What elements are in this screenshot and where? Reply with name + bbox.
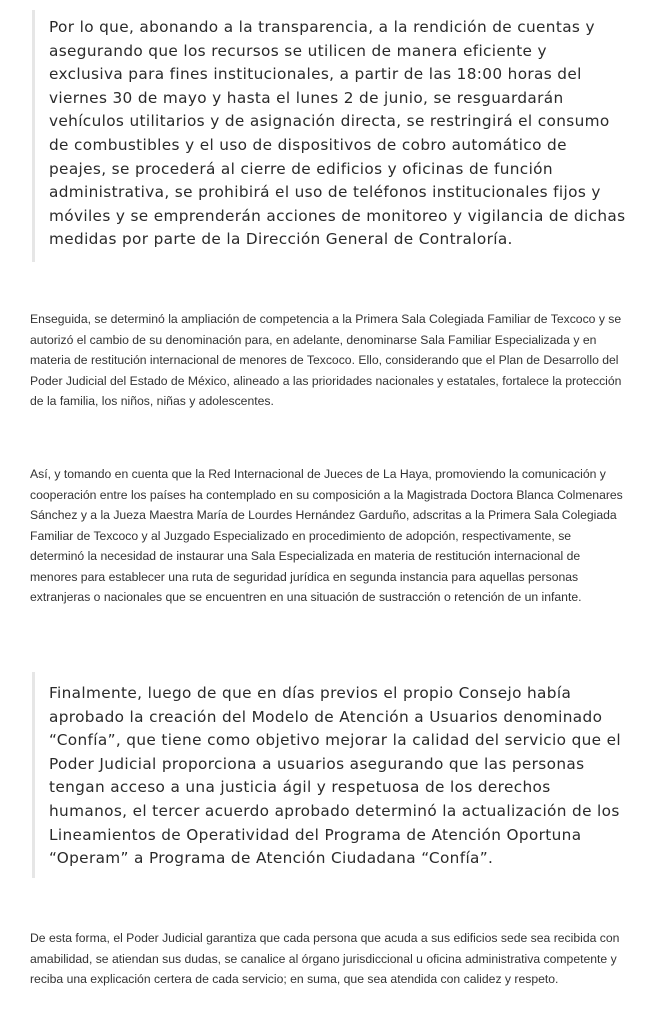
blockquote-text: Por lo que, abonando a la transparencia, a la rendición de cuentas y asegurando que los recursos se utilicen de manera eficiente y exclusiva para fines institucionales, a partir de las 18:00 horas del viernes 30 de mayo y hasta el lunes 2 de junio, se resguardarán vehículos utilitarios y de asignación directa, se restringirá el consumo de combustibles y el uso de dispositivos de cobro automático de peajes, se procederá al cierre de edificios y oficinas de función administrativa, se prohibirá el uso de teléfonos institucionales fijos y móviles y se emprenderán acciones de monitoreo y vigilancia de dichas medidas por parte de la Dirección General de Contraloría. [49,18,626,249]
paragraph-competence-expansion: Enseguida, se determinó la ampliación de competencia a la Primera Sala Colegiada Familiar de Texcoco y se autorizó el cambio de su denominación para, en adelante, denominarse Sala Familiar Especializada y en materia de restitución internacional de menores de Texcoco. Ello, considerando que el Plan de Desarrollo del Poder Judicial del Estado de México, alineado a las prioridades nacionales y estatales, fortalece la protección de la familia, los niños, niñas y adolescentes. [30,312,622,408]
paragraph-hague-network: Así, y tomando en cuenta que la Red Internacional de Jueces de La Haya, promoviendo la comunicación y cooperación entre los países ha contemplado en su composición a la Magistrada Doctora Blanca Colmenares Sánchez y a la Jueza Maestra María de Lourdes Hernández Garduño, adscritas a la Primera Sala Colegiada Familiar de Texcoco y al Juzgado Especializado en procedimiento de adopción, respectivamente, se determinó la necesidad de instaurar una Sala Especializada en materia de restitución internacional de menores para establecer una ruta de seguridad jurídica en segunda instancia para aquellas personas extranjeras o nacionales que se encuentren en una situación de sustracción o retención de un infante. [30,467,623,604]
blockquote-transparency [32,10,626,262]
blockquote-confia-program [32,672,626,878]
paragraph-closing: De esta forma, el Poder Judicial garantiza que cada persona que acuda a sus edificios sede sea recibida con amabilidad, se atiendan sus dudas, se canalice al órgano jurisdiccional u oficina administrativa competente y reciba una explicación certera de cada servicio; en suma, que sea atendida con calidez y respeto. [30,931,620,986]
blockquote-text: Finalmente, luego de que en días previos el propio Consejo había aprobado la creación del Modelo de Atención a Usuarios denominado “Confía”, que tiene como objetivo mejorar la calidad del servicio que el Poder Judicial proporciona a usuarios asegurando que las personas tengan acceso a una justicia ágil y respetuosa de los derechos humanos, el tercer acuerdo aprobado determinó la actualización de los Lineamientos de Operatividad del Programa de Atención Oportuna “Operam” a Programa de Atención Ciudadana “Confía”. [49,684,622,868]
